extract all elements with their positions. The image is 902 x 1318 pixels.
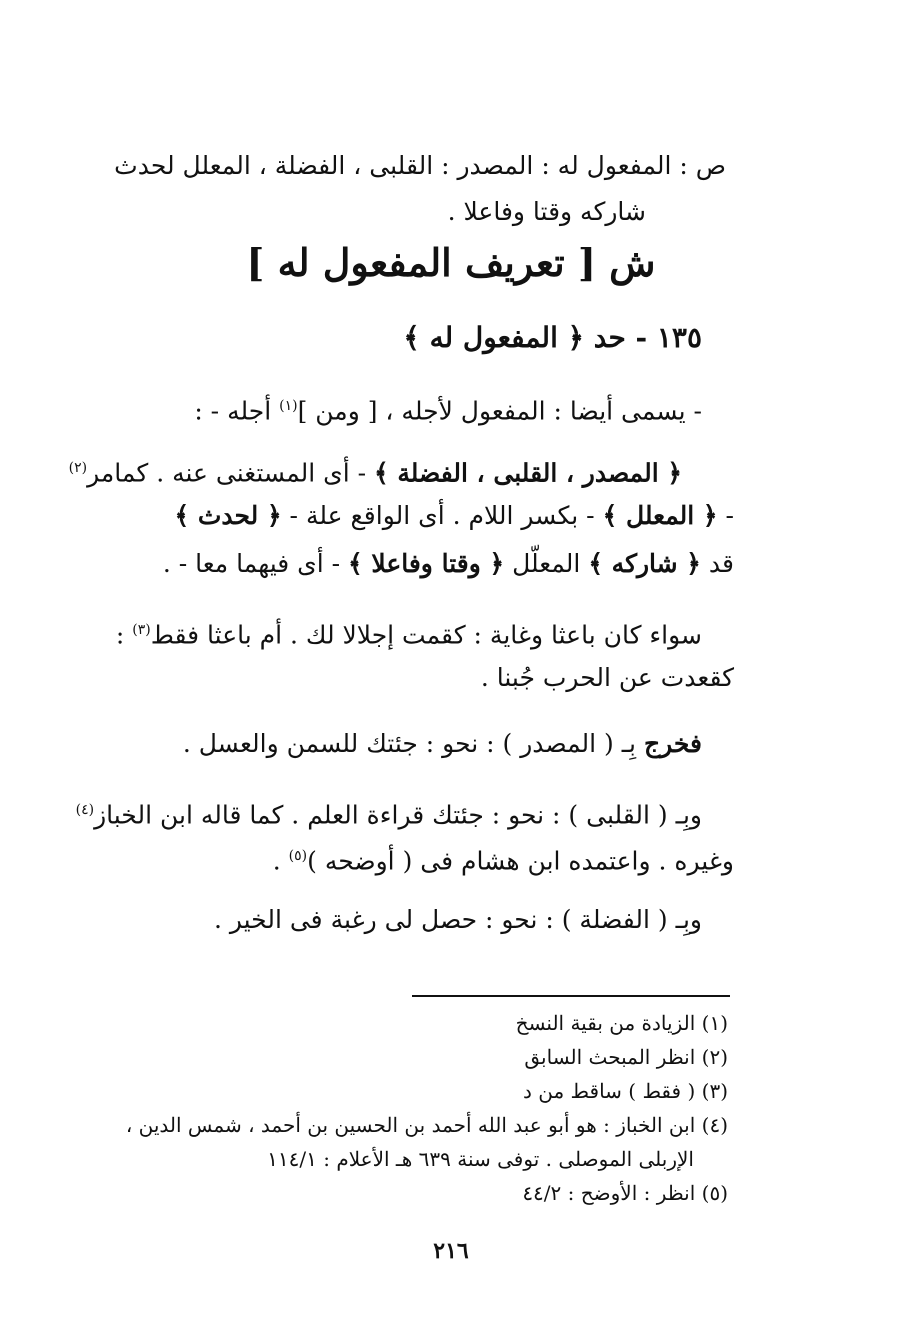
paragraph-text: - يسمى أيضا : المفعول لأجله ، [ ومن ] bbox=[297, 396, 702, 426]
bold-term: فخرج bbox=[643, 729, 702, 758]
footnote: (٣) ( فقط ) ساقط من د bbox=[522, 1079, 728, 1103]
footnote-ref: (٥) bbox=[288, 848, 308, 864]
footnote-ref: (١) bbox=[279, 398, 298, 414]
paragraph-line bbox=[52, 610, 702, 655]
paragraph-text: أجله - : bbox=[194, 396, 280, 426]
paragraph-text: وغيره . واعتمده ابن هشام فى ( أوضحه ) bbox=[307, 846, 734, 876]
bold-term: ﴿ شاركه ﴾ bbox=[588, 549, 701, 578]
bold-term: ﴿ لحدث ﴾ bbox=[174, 501, 282, 530]
footnote-ref: (٤) bbox=[75, 802, 95, 818]
paragraph-text: وبِـ ( القلبى ) : نحو : جئتك قراءة العلم . كما قاله ابن الخباز bbox=[94, 800, 702, 830]
footnote: (٢) انظر المبحث السابق bbox=[524, 1045, 728, 1069]
bold-term: ﴿ المصدر ، القلبى ، الفضلة ﴾ bbox=[374, 458, 682, 488]
paragraph-line: وبِـ ( الفضلة ) : نحو : حصل لى رغبة فى الخير . bbox=[213, 905, 702, 934]
paragraph-text: المعلّل bbox=[504, 549, 589, 578]
footnote-ref: (٢) bbox=[68, 460, 88, 476]
matn-line-1: ص : المفعول له : المصدر : القلبى ، الفضلة ، المعلل لحدث bbox=[114, 151, 726, 180]
footnote: (١) الزيادة من بقية النسخ bbox=[515, 1011, 728, 1035]
footnote: الإربلى الموصلى . توفى سنة ٦٣٩ هـ الأعلام : ١١٤/١ bbox=[267, 1147, 694, 1171]
paragraph-line bbox=[52, 448, 682, 493]
paragraph-line bbox=[52, 836, 734, 881]
paragraph-text: - بكسر اللام . أى الواقع علة - bbox=[281, 501, 603, 530]
page-number: ٢١٦ bbox=[433, 1238, 469, 1264]
bold-term: ﴿ وقتا وفاعلا ﴾ bbox=[348, 549, 505, 578]
paragraph-line bbox=[52, 544, 734, 584]
entry-heading: ١٣٥ - حد ﴿ المفعول له ﴾ bbox=[403, 321, 702, 354]
paragraph-text: - أى المستغنى عنه . كمامر bbox=[87, 458, 375, 488]
paragraph-text: - bbox=[717, 501, 734, 530]
footnote: (٤) ابن الخباز : هو أبو عبد الله أحمد بن الحسين بن أحمد ، شمس الدين ، bbox=[125, 1113, 728, 1137]
footnote-separator bbox=[412, 995, 730, 997]
bold-term: ﴿ المعلل ﴾ bbox=[602, 501, 718, 530]
paragraph-text: - أى فيهما معا - . bbox=[162, 549, 349, 578]
paragraph-text: : bbox=[115, 620, 133, 650]
paragraph-text: سواء كان باعثا وغاية : كقمت إجلالا لك . أم باعثا فقط bbox=[150, 620, 702, 650]
paragraph-line bbox=[52, 790, 702, 835]
section-title: ش [ تعريف المفعول له ] bbox=[246, 240, 656, 285]
paragraph-text: بِـ ( المصدر ) : نحو : جئتك للسمن والعسل . bbox=[182, 729, 644, 758]
footnote: (٥) انظر : الأوضح : ٤٤/٢ bbox=[522, 1181, 728, 1205]
footnote-ref: (٣) bbox=[132, 622, 151, 638]
paragraph-line bbox=[52, 386, 702, 431]
paragraph-line bbox=[52, 724, 702, 764]
paragraph-line: كقعدت عن الحرب جُبنا . bbox=[480, 663, 734, 692]
paragraph-text: قد bbox=[700, 549, 734, 578]
matn-line-2: شاركه وقتا وفاعلا . bbox=[447, 197, 646, 226]
paragraph-text: . bbox=[272, 846, 289, 876]
paragraph-line bbox=[52, 496, 734, 536]
